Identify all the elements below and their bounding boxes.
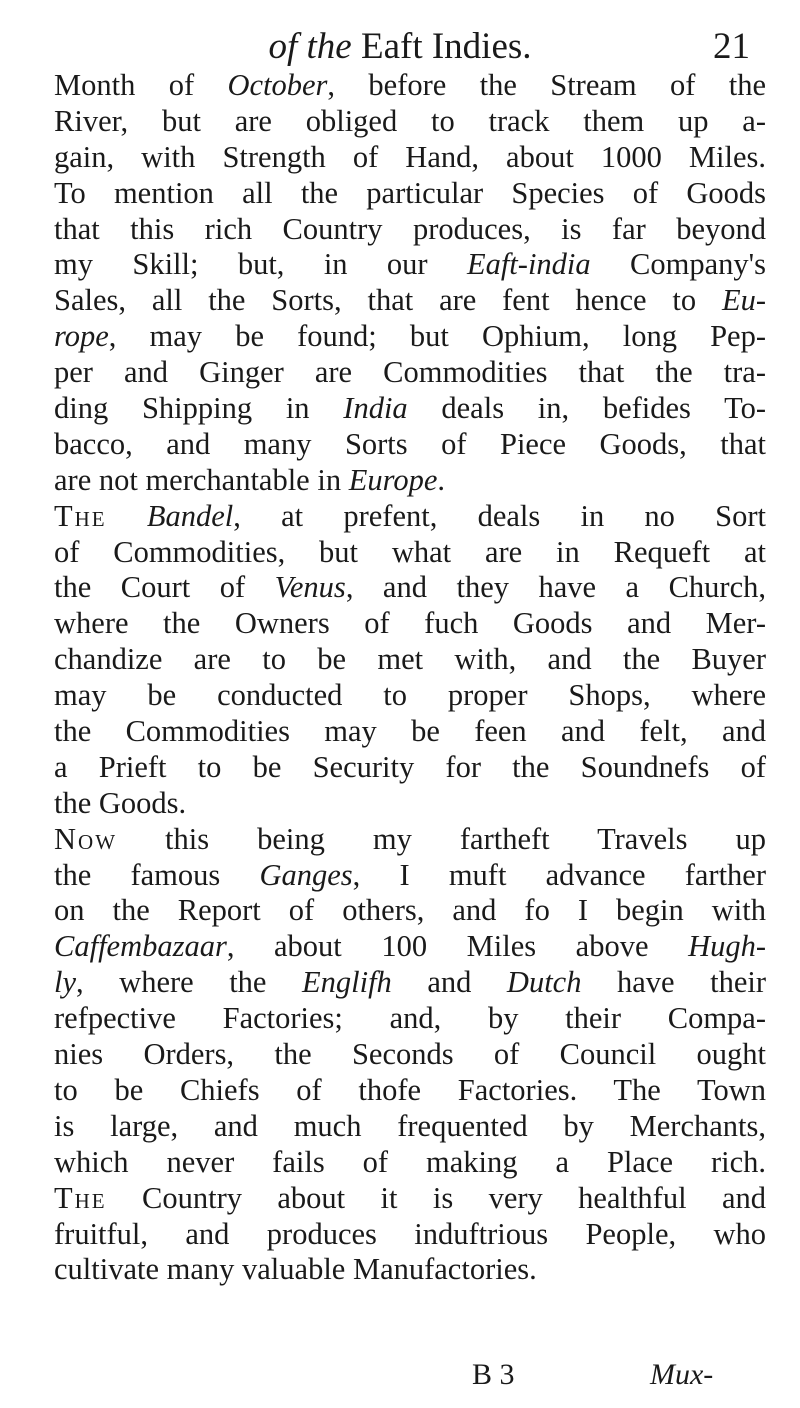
signature-mark: B 3 (472, 1358, 515, 1391)
text-line: the famous Ganges, I muft advance farther (54, 857, 766, 892)
text-line: Caffembazaar, about 100 Miles above Hugh- (54, 929, 766, 964)
text-line: The Country about it is very healthful and (54, 1180, 766, 1215)
text-line: Month of October, before the Stream of the (54, 68, 766, 102)
text-line: nies Orders, the Seconds of Council ought (54, 1037, 766, 1072)
text-line: cultivate many valuable Manufactories. (54, 1252, 537, 1287)
text-line: where the Owners of fuch Goods and Mer- (54, 606, 766, 641)
text-line: that this rich Country produces, is far beyond (54, 211, 766, 246)
running-head (0, 22, 800, 72)
page-number: 21 (713, 26, 750, 67)
text-line: which never fails of making a Place rich. (54, 1144, 766, 1179)
text-line: may be conducted to proper Shops, where (54, 678, 766, 713)
text-line: refpective Factories; and, by their Compa- (54, 1001, 766, 1036)
catchword: Mux- (650, 1358, 714, 1391)
text-line: chandize are to be met with, and the Buyer (54, 642, 766, 677)
text-line: To mention all the particular Species of Goods (54, 175, 766, 210)
text-line: Sales, all the Sorts, that are fent hence to Eu- (54, 283, 766, 318)
body-text (54, 68, 766, 1288)
text-line: my Skill; but, in our Eaft-india Company's (54, 247, 766, 282)
text-line: The Bandel, at prefent, deals in no Sort (54, 498, 767, 533)
text-line: the Commodities may be feen and felt, and (54, 714, 766, 749)
running-title-roman: Eaft Indies. (360, 26, 532, 67)
text-line: the Court of Venus, and they have a Church, (54, 570, 766, 605)
text-line: per and Ginger are Commodities that the tra- (54, 355, 766, 390)
text-line: on the Report of others, and fo I begin with (54, 893, 766, 928)
text-line: ding Shipping in India deals in, befides To- (54, 391, 767, 426)
text-line: are not merchantable in Europe. (54, 462, 445, 497)
running-title (0, 22, 800, 72)
text-line: of Commodities, but what are in Requeft at (54, 534, 766, 569)
text-line: a Prieft to be Security for the Soundnefs of (54, 749, 766, 784)
running-title-italic: of the (268, 26, 352, 67)
text-line: the Goods. (54, 785, 187, 820)
text-line: River, but are obliged to track them up a- (54, 103, 766, 138)
text-line: ly, where the Englifh and Dutch have their (54, 965, 766, 1000)
text-line: to be Chiefs of thofe Factories. The Town (54, 1072, 766, 1107)
text-line: is large, and much frequented by Merchants, (54, 1108, 766, 1143)
text-line: rope, may be found; but Ophium, long Pep- (54, 319, 766, 354)
text-line: fruitful, and produces induftrious People, who (54, 1216, 766, 1251)
catchline (0, 1355, 800, 1395)
text-line: gain, with Strength of Hand, about 1000 Miles. (54, 139, 766, 174)
text-line: bacco, and many Sorts of Piece Goods, that (54, 426, 766, 461)
text-line: Now this being my fartheft Travels up (54, 821, 766, 856)
